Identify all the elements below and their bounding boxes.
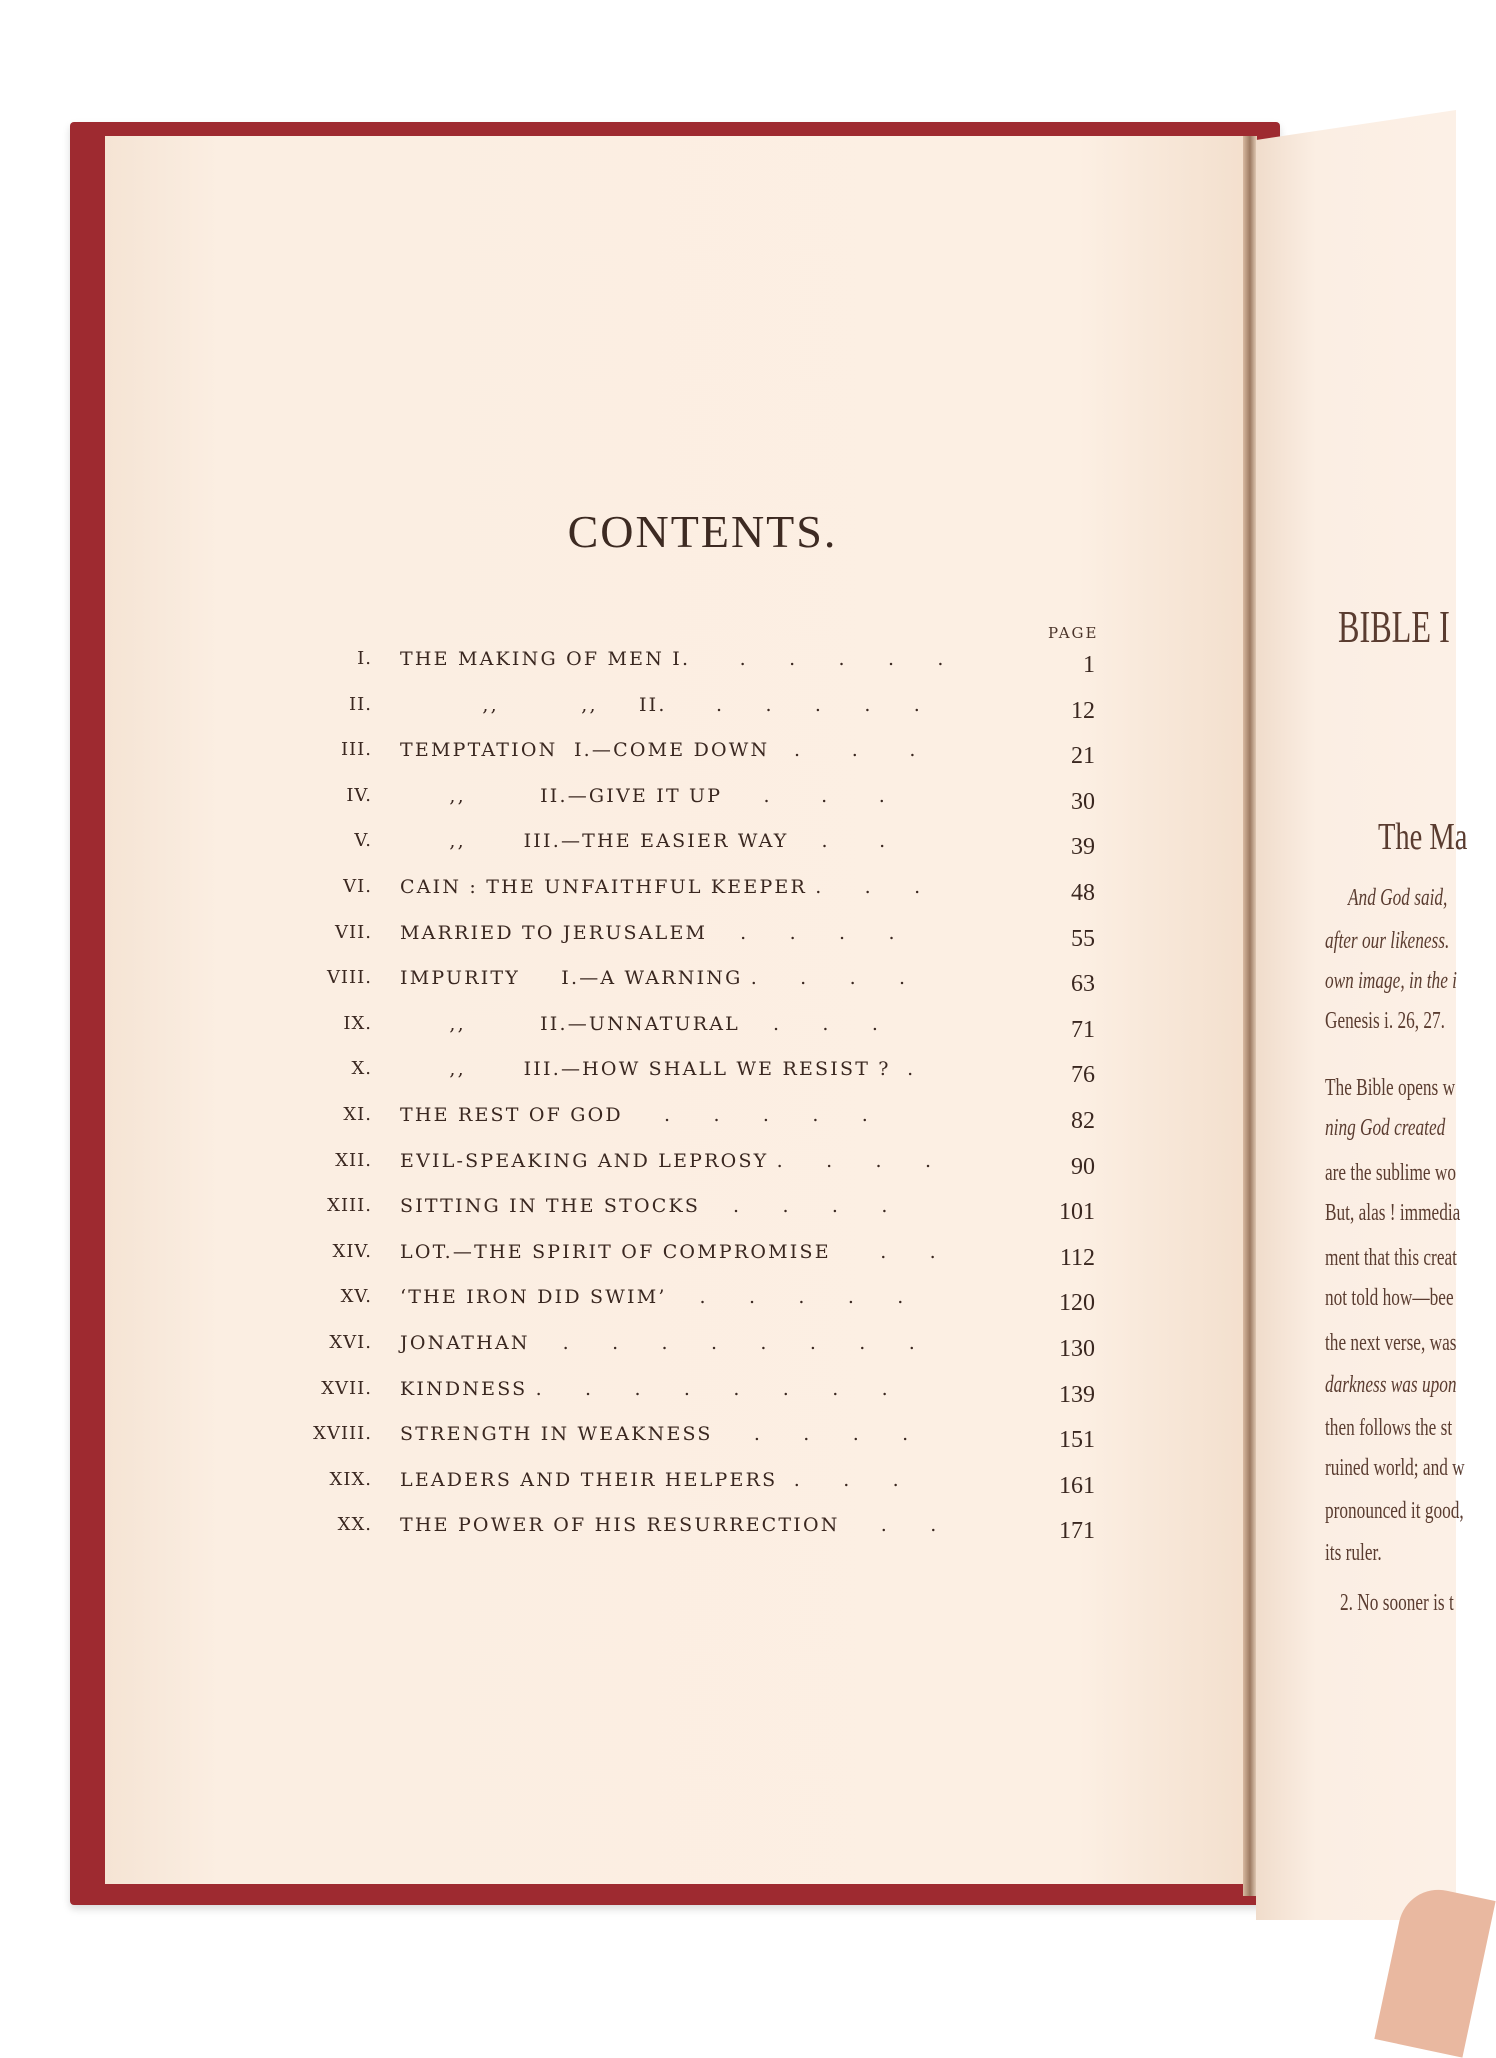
page-number: 76 bbox=[1071, 1062, 1095, 1089]
contents-entry bbox=[0, 1423, 1250, 1463]
contents-entry bbox=[0, 1150, 1250, 1190]
body-text-line: pronounced it good, bbox=[1325, 1498, 1464, 1524]
chapter-number: I. bbox=[357, 648, 372, 669]
contents-entry bbox=[0, 694, 1250, 734]
page-number: 12 bbox=[1071, 697, 1095, 724]
chapter-title: THE MAKING OF MEN I. . . . . . bbox=[400, 648, 946, 670]
page-number: 130 bbox=[1059, 1336, 1095, 1362]
chapter-title: IMPURITY I.—A WARNING . . . . bbox=[400, 967, 908, 990]
page-title: CONTENTS. bbox=[567, 506, 838, 557]
chapter-number: V. bbox=[354, 830, 372, 852]
chapter-number: XII. bbox=[335, 1149, 372, 1171]
contents-entry bbox=[0, 1469, 1250, 1509]
chapter-title: ,, ,, II. . . . . . bbox=[400, 693, 923, 716]
contents-entry bbox=[0, 1104, 1250, 1144]
chapter-title: CAIN : THE UNFAITHFUL KEEPER . . . bbox=[400, 876, 923, 898]
chapter-number: II. bbox=[349, 693, 372, 715]
page-number: 82 bbox=[1071, 1108, 1095, 1134]
contents-entry bbox=[0, 830, 1250, 870]
chapter-title: KINDNESS . . . . . . . . bbox=[400, 1377, 890, 1400]
chapter-number: XIV. bbox=[332, 1240, 372, 1262]
page-number: 112 bbox=[1059, 1244, 1095, 1271]
chapter-number: VI. bbox=[343, 876, 372, 897]
chapter-number: XV. bbox=[340, 1286, 372, 1308]
chapter-number: XX. bbox=[337, 1514, 372, 1536]
contents-entry bbox=[0, 1378, 1250, 1418]
chapter-number: X. bbox=[351, 1058, 372, 1080]
chapter-title: ,, II.—GIVE IT UP . . . bbox=[400, 784, 888, 807]
contents-entry bbox=[0, 876, 1250, 916]
chapter-number: XI. bbox=[343, 1104, 372, 1125]
page-number: 21 bbox=[1071, 743, 1095, 770]
page-number: 55 bbox=[1071, 925, 1095, 952]
body-text-line: ment that this creat bbox=[1325, 1245, 1457, 1271]
page-number: 71 bbox=[1071, 1016, 1095, 1043]
body-text-line: then follows the st bbox=[1325, 1415, 1453, 1441]
body-text-line: are the sublime wo bbox=[1325, 1160, 1457, 1186]
page-number: 101 bbox=[1059, 1199, 1095, 1226]
chapter-title: LEADERS AND THEIR HELPERS . . . bbox=[400, 1468, 901, 1491]
chapter-number: XVI. bbox=[329, 1332, 372, 1353]
body-text-line: And God said, bbox=[1348, 885, 1448, 911]
chapter-title: JONATHAN . . . . . . . . bbox=[400, 1332, 917, 1354]
chapter-title: LOT.—THE SPIRIT OF COMPROMISE . . bbox=[400, 1240, 938, 1263]
chapter-number: VIII. bbox=[326, 967, 372, 989]
contents-entry bbox=[0, 1286, 1250, 1326]
page-number: 30 bbox=[1071, 788, 1095, 815]
chapter-number: VII. bbox=[335, 921, 372, 943]
contents-entry bbox=[0, 648, 1250, 688]
contents-entry bbox=[0, 967, 1250, 1007]
chapter-number: IX. bbox=[343, 1012, 372, 1034]
contents-entry bbox=[0, 922, 1250, 962]
contents-entry bbox=[0, 1514, 1250, 1554]
body-text-line: its ruler. bbox=[1325, 1540, 1382, 1566]
chapter-number: XVII. bbox=[321, 1377, 372, 1399]
page-number: 161 bbox=[1059, 1472, 1095, 1499]
contents-entry bbox=[0, 1013, 1250, 1053]
body-text-line: ning God created bbox=[1325, 1115, 1446, 1141]
chapter-number: XVIII. bbox=[313, 1423, 372, 1445]
body-text-line: after our likeness. bbox=[1325, 928, 1450, 954]
chapter-title: MARRIED TO JERUSALEM . . . . bbox=[400, 921, 897, 944]
contents-entry bbox=[0, 739, 1250, 779]
page-number: 90 bbox=[1071, 1153, 1095, 1180]
body-text-line: darkness was upon bbox=[1325, 1372, 1457, 1398]
page-number: 48 bbox=[1071, 880, 1095, 906]
body-text-line: own image, in the i bbox=[1325, 968, 1457, 994]
body-text-line: ruined world; and w bbox=[1325, 1455, 1465, 1481]
chapter-number: XIII. bbox=[327, 1195, 372, 1217]
contents-entry bbox=[0, 785, 1250, 825]
body-text-line: But, alas ! immedia bbox=[1325, 1200, 1461, 1226]
chapter-title: ,, II.—UNNATURAL . . . bbox=[400, 1012, 881, 1035]
body-text-line: the next verse, was bbox=[1325, 1330, 1457, 1356]
body-text-line: not told how—bee bbox=[1325, 1285, 1454, 1311]
page-number: 63 bbox=[1071, 971, 1095, 998]
chapter-title: The Ma bbox=[1378, 816, 1468, 858]
contents-entry bbox=[0, 1195, 1250, 1235]
chapter-title: THE POWER OF HIS RESURRECTION . . bbox=[400, 1514, 939, 1537]
page-number: 1 bbox=[1083, 652, 1095, 678]
page-number: 139 bbox=[1059, 1381, 1095, 1408]
chapter-number: III. bbox=[340, 739, 372, 761]
contents-page bbox=[105, 136, 1250, 1884]
chapter-title: SITTING IN THE STOCKS . . . . bbox=[400, 1195, 890, 1218]
chapter-title: EVIL-SPEAKING AND LEPROSY . . . . bbox=[400, 1149, 934, 1172]
chapter-title: ‘THE IRON DID SWIM’ . . . . . bbox=[400, 1286, 906, 1309]
body-text-line: 2. No sooner is t bbox=[1340, 1590, 1454, 1616]
chapter-title: TEMPTATION I.—COME DOWN . . . bbox=[400, 739, 918, 762]
contents-entry bbox=[0, 1058, 1250, 1098]
chapter-number: XIX. bbox=[329, 1468, 372, 1490]
page-number: 120 bbox=[1059, 1290, 1095, 1317]
chapter-title: ,, III.—THE EASIER WAY . . bbox=[400, 830, 888, 853]
chapter-title: ,, III.—HOW SHALL WE RESIST ? . bbox=[400, 1058, 916, 1081]
contents-entry bbox=[0, 1241, 1250, 1281]
page-number: 171 bbox=[1059, 1518, 1095, 1545]
page-number: 151 bbox=[1059, 1427, 1095, 1454]
chapter-number: IV. bbox=[346, 784, 372, 806]
contents-entry bbox=[0, 1332, 1250, 1372]
body-text-line: The Bible opens w bbox=[1325, 1075, 1456, 1101]
body-text-line: Genesis i. 26, 27. bbox=[1325, 1008, 1445, 1034]
chapter-title: THE REST OF GOD . . . . . bbox=[400, 1104, 871, 1126]
page-number: 39 bbox=[1071, 834, 1095, 861]
chapter-title: STRENGTH IN WEAKNESS . . . . bbox=[400, 1423, 911, 1446]
running-head: BIBLE I bbox=[1338, 601, 1450, 652]
page-column-label: PAGE bbox=[1048, 624, 1099, 642]
